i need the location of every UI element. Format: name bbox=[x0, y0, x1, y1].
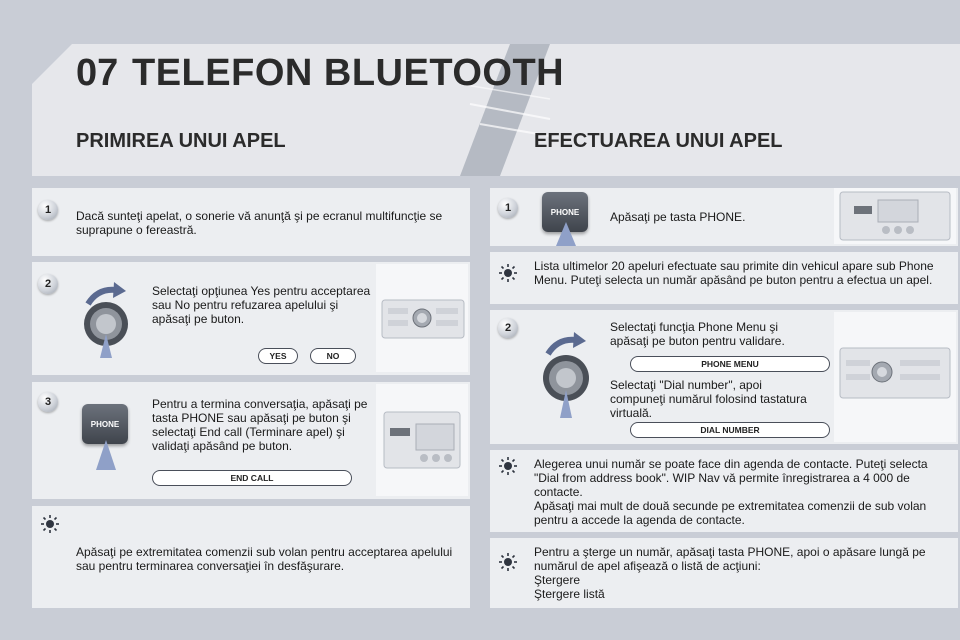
dial-number-button[interactable]: DIAL NUMBER bbox=[630, 422, 830, 438]
section-title-receive: PRIMIREA UNUI APEL bbox=[76, 130, 286, 152]
make-tip2-text-a: Alegerea unui număr se poate face din agenda de contacte. Puteţi selecta "Dial from address book". WIP Nav vă permite înregistrarea a 4 000 de contacte. bbox=[534, 457, 928, 499]
make-tip1-text: Lista ultimelor 20 apeluri efectuate sau primite din vehicul apare sub Phone Menu. Puteţi selecta un număr apăsând pe buton pentru a efectua un apel. bbox=[534, 259, 934, 287]
rotary-knob-icon bbox=[76, 282, 136, 358]
make-tip2-text-b: Apăsaţi mai mult de două secunde pe extremitatea comenzii de sub volan pentru a accede la agenda de contacte. bbox=[534, 499, 927, 527]
step-badge: 1 bbox=[498, 198, 518, 218]
section-title-make: EFECTUAREA UNUI APEL bbox=[534, 130, 783, 152]
radio-illustration bbox=[834, 188, 956, 244]
sun-bulb-icon bbox=[40, 514, 60, 534]
make-step2-text-b: Selectaţi "Dial number", apoi compuneţi numărul folosind tastatura virtuală. bbox=[610, 378, 807, 420]
sun-bulb-icon bbox=[498, 456, 518, 476]
step-badge: 2 bbox=[38, 274, 58, 294]
receive-step3-text: Pentru a termina conversaţia, apăsaţi pe tasta PHONE sau apăsaţi pe buton şi selectaţi End call (Terminare apel) şi validaţi apăsând pe buton. bbox=[152, 397, 368, 453]
make-tip3-item1: Ştergere bbox=[534, 573, 581, 587]
end-call-button[interactable]: END CALL bbox=[152, 470, 352, 486]
arrow-icon bbox=[554, 222, 578, 246]
make-step2-text-a: Selectaţi funcţia Phone Menu şi apăsaţi pe buton pentru validare. bbox=[610, 320, 785, 348]
sun-bulb-icon bbox=[498, 263, 518, 283]
step-badge: 1 bbox=[38, 200, 58, 220]
step-badge: 3 bbox=[38, 392, 58, 412]
phone-key-icon: PHONE bbox=[82, 404, 128, 444]
step-badge: 2 bbox=[498, 318, 518, 338]
radio-illustration bbox=[376, 384, 468, 496]
sun-bulb-icon bbox=[498, 552, 518, 572]
radio-illustration bbox=[834, 312, 956, 442]
chapter-number: 07 bbox=[76, 52, 119, 94]
yes-button[interactable]: YES bbox=[258, 348, 298, 364]
receive-step1-text: Dacă sunteţi apelat, o sonerie vă anunţă şi pe ecranul multifuncţie se suprapune o fereastră. bbox=[76, 209, 443, 237]
rotary-knob-icon bbox=[536, 330, 596, 420]
chapter-title: TELEFON BLUETOOTH bbox=[132, 52, 565, 94]
receive-step2-text: Selectaţi opţiunea Yes pentru acceptarea sau No pentru refuzarea apelului şi apăsaţi pe buton. bbox=[152, 284, 371, 326]
make-step1-text: Apăsaţi pe tasta PHONE. bbox=[610, 210, 746, 224]
radio-illustration bbox=[376, 264, 468, 372]
phone-menu-button[interactable]: PHONE MENU bbox=[630, 356, 830, 372]
receive-tip-text: Apăsaţi pe extremitatea comenzii sub volan pentru acceptarea apelului sau pentru terminarea conversaţiei în desfăşurare. bbox=[76, 545, 453, 573]
no-button[interactable]: NO bbox=[310, 348, 356, 364]
phone-key-icon: PHONE bbox=[542, 192, 588, 232]
make-tip3-text-a: Pentru a şterge un număr, apăsaţi tasta PHONE, apoi o apăsare lungă pe numărul de apel afişează o listă de acţiuni: bbox=[534, 545, 926, 573]
arrow-icon bbox=[94, 440, 118, 470]
make-tip3-item2: Ştergere listă bbox=[534, 587, 605, 601]
